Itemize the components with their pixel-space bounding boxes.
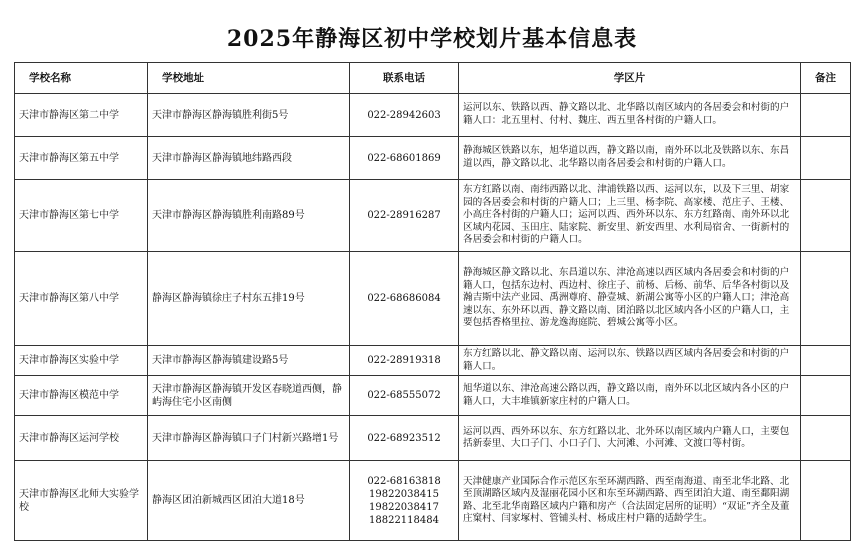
header-phone: 联系电话 (350, 63, 459, 94)
note-cell (801, 416, 851, 461)
phone-cell (350, 461, 459, 541)
note-cell (801, 461, 851, 541)
school-name-cell: 天津市静海区第八中学 (15, 252, 148, 346)
school-address-cell: 天津市静海区静海镇胜利街5号 (148, 94, 350, 137)
phone-cell (350, 137, 459, 180)
header-school-zone: 学区片 (459, 63, 801, 94)
note-cell (801, 346, 851, 376)
phone-cell (350, 346, 459, 376)
table-body (15, 94, 851, 541)
phone-number: 022-68163818 (367, 475, 441, 487)
table-row (15, 137, 851, 180)
school-address-cell: 天津市静海区静海镇地纬路西段 (148, 137, 350, 180)
note-cell (801, 94, 851, 137)
table-row (15, 416, 851, 461)
phone-cell (350, 376, 459, 416)
school-zone-cell: 静海城区铁路以东，旭华道以西，静文路以南，南外环以北及铁路以东、东昌道以西，静文路以北、北华路以南各居委会和村街的户籍人口。 (459, 137, 801, 180)
phone-number: 022-68923512 (367, 432, 441, 444)
school-zone-cell: 静海城区静文路以北、东昌道以东、津沧高速以西区域内各居委会和村街的户籍人口，包括东边村、西边村、徐庄子、前杨、后杨、前华、后华各村街以及瀚吉斯中法产业园、禹洲尊府、静壹城、新湖公寓等小区的户籍人口；津沧高速以东、东外环以西、静文路以南、团泊路以北区域内各小区的户籍人口，主要包括香格里拉、游龙逸海庭院、碧城公寓等小区。 (459, 252, 801, 346)
school-name-cell: 天津市静海区实验中学 (15, 346, 148, 376)
school-zone-cell: 东方红路以南、南纬西路以北、津浦铁路以西、运河以东，以及下三里、胡家园的各居委会和村街的户籍人口；上三里、杨李院、高家楼、范庄子、王楼、小高庄各村街的户籍人口；运河以西、西外环以东、东方红路南、南外环以北区域内花园、玉田庄、陆家院、新安里、新安西里、水利局宿舍、一街新村的各居委会和村街的户籍人口。 (459, 180, 801, 252)
phone-number: 022-28942603 (367, 109, 441, 121)
school-zone-cell: 东方红路以北、静文路以南、运河以东、铁路以西区域内各居委会和村街的户籍人口。 (459, 346, 801, 376)
school-zone-cell: 运河以东、铁路以西、静文路以北、北华路以南区域内的各居委会和村街的户籍人口：北五里村、付村、魏庄、西五里各村街的户籍人口。 (459, 94, 801, 137)
school-info-table (14, 62, 851, 541)
header-school-address: 学校地址 (148, 63, 350, 94)
phone-cell (350, 94, 459, 137)
note-cell (801, 376, 851, 416)
phone-cell (350, 180, 459, 252)
header-note: 备注 (801, 63, 851, 94)
table-row (15, 94, 851, 137)
phone-number: 19822038417 (369, 501, 439, 513)
school-name-cell: 天津市静海区第二中学 (15, 94, 148, 137)
header-school-name: 学校名称 (15, 63, 148, 94)
school-address-cell: 天津市静海区静海镇开发区春晓道西侧，静屿海住宅小区南侧 (148, 376, 350, 416)
note-cell (801, 252, 851, 346)
phone-number: 022-28916287 (367, 210, 441, 221)
school-zone-cell: 运河以西、西外环以东、东方红路以北、北外环以南区域内户籍人口，主要包括新泰里、大口子门、小口子门、大河滩、小河滩、文渡口等村街。 (459, 416, 801, 461)
table-row (15, 180, 851, 252)
phone-cell (350, 252, 459, 346)
school-name-cell: 天津市静海区模范中学 (15, 376, 148, 416)
note-cell (801, 137, 851, 180)
table-row (15, 461, 851, 541)
page-title: 2025年静海区初中学校划片基本信息表 (226, 26, 638, 52)
phone-number: 022-68601869 (367, 152, 441, 164)
phone-number: 022-68686084 (367, 293, 441, 304)
phone-number: 18822118484 (369, 514, 439, 526)
school-address-cell: 天津市静海区静海镇建设路5号 (148, 346, 350, 376)
school-zone-cell: 旭华道以东、津沧高速公路以西，静文路以南，南外环以北区域内各小区的户籍人口，大丰堆镇新家庄村的户籍人口。 (459, 376, 801, 416)
school-name-cell: 天津市静海区运河学校 (15, 416, 148, 461)
school-zone-cell: 天津健康产业国际合作示范区东至环湖西路、西至南海道、南至北华北路、北至顶湖路区域内及湿丽花园小区和东至环湖西路、西至团泊大道、南至鄱阳湖路、北至北华南路区域内户籍和房产（合法固定居所的证明）“双证”齐全及董庄窠村、闫家塚村、管铺头村、杨成庄村户籍的适龄学生。 (459, 461, 801, 541)
note-cell (801, 180, 851, 252)
school-address-cell: 静海区团泊新城西区团泊大道18号 (148, 461, 350, 541)
school-name-cell: 天津市静海区第五中学 (15, 137, 148, 180)
table-header-row (15, 63, 851, 94)
table-row (15, 346, 851, 376)
phone-cell (350, 416, 459, 461)
school-address-cell: 天津市静海区静海镇胜利南路89号 (148, 180, 350, 252)
phone-number: 19822038415 (369, 488, 439, 500)
school-address-cell: 天津市静海区静海镇口子门村新兴路增1号 (148, 416, 350, 461)
table-row (15, 376, 851, 416)
school-name-cell: 天津市静海区北师大实验学校 (15, 461, 148, 541)
table-row (15, 252, 851, 346)
phone-number: 022-68555072 (367, 390, 441, 402)
phone-number: 022-28919318 (367, 355, 441, 367)
school-name-cell: 天津市静海区第七中学 (15, 180, 148, 252)
school-address-cell: 静海区静海镇徐庄子村东五排19号 (148, 252, 350, 346)
